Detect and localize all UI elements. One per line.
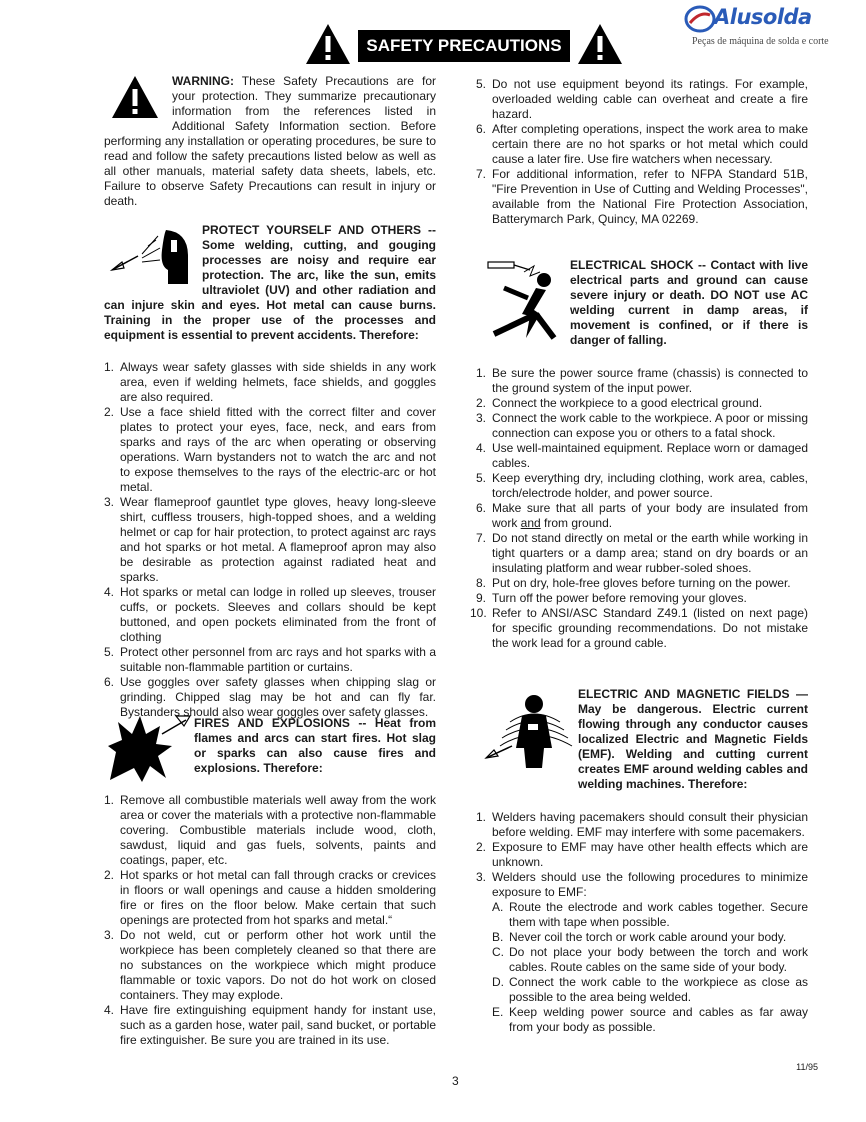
protect-section (104, 223, 436, 343)
list-item: 3. Do not weld, cut or perform other hot work until the workpiece has been completely cleaned so that there are no substances on the workpiece which might produce flammable or toxic vapors. Do not do hot work on closed containers. They may explode. (104, 928, 436, 1002)
list-item: 3. Connect the work cable to the workpiece. A poor or missing connection can expose you or others to a fatal shock. (476, 411, 808, 440)
list-item: 1. Remove all combustible materials well away from the work area or cover the materials with a protective non-flammable covering. Combustible materials include wood, cloth, sawdust, liquid and gas fuels, solvents, paints and coatings, paper, etc. (104, 793, 436, 867)
list-item: 2. Hot sparks or hot metal can fall through cracks or crevices in floors or wall openings and cause a hidden smoldering fire or fires on the floor below. Make certain that such openings are protected from hot sparks and metal.“ (104, 868, 436, 927)
logo-tagline: Peças de máquina de solda e corte (692, 36, 829, 47)
list-item: 4. Have fire extinguishing equipment handy for instant use, such as a garden hose, water pail, sand bucket, or portable fire extinguisher. Be sure you are trained in its use. (104, 1003, 436, 1047)
shock-heading: ELECTRICAL SHOCK -- Contact with live electrical parts and ground can cause severe injury or death. DO NOT use AC welding current in damp areas, if movement is confined, or if there is danger of falling. (570, 258, 808, 347)
list-item: 3. Wear flameproof gauntlet type gloves, heavy long-sleeve shirt, cuffless trousers, high-topped shoes, and a welding helmet or cap for hair protection, to protect against arc rays and hot sparks or hot metal. A flameproof apron may also be desirable as protection against radiated heat and sparks. (104, 495, 436, 584)
list-item: 4. Use well-maintained equipment. Replace worn or damaged cables. (476, 441, 808, 470)
list-item: 6. Use goggles over safety glasses when chipping slag or grinding. Chipped slag may be hot and can fly far. Bystanders should also wear goggles over safety glasses. (104, 675, 436, 719)
list-item: 2. Connect the workpiece to a good electrical ground. (476, 396, 763, 410)
warning-lead: WARNING: (172, 74, 234, 88)
list-item: 1. Be sure the power source frame (chassis) is connected to the ground system of the input power. (476, 366, 808, 395)
warning-triangle-icon (304, 22, 352, 66)
list-item: 7. Do not stand directly on metal or the earth while working in tight quarters or a damp area; stand on dry boards or an insulating platform and wear rubber-soled shoes. (476, 531, 808, 575)
list-item: 9. Turn off the power before removing your gloves. (476, 591, 747, 605)
list-item: 5. Protect other personnel from arc rays and hot sparks with a suitable non-flammable partition or curtains. (104, 645, 436, 674)
emf-heading: ELECTRIC AND MAGNETIC FIELDS — May be dangerous. Electric current flowing through any conductor causes localized Electric and Magnetic Fields (EMF). Welding and cutting current creates EMF around welding cables and welding machines. Therefore: (578, 687, 808, 791)
list-item: 6. Make sure that all parts of your body are insulated from work and from ground. (476, 501, 808, 530)
list-item: 1. Welders having pacemakers should consult their physician before welding. EMF may interfere with some pacemakers. (476, 810, 808, 839)
logo-mark-icon (684, 3, 716, 35)
list-item: 7. For additional information, refer to NFPA Standard 51B, "Fire Prevention in Use of Cutting and Welding Processes", available from the National Fire Protection Association, Batterymarch Park, Quincy, MA 02269. (476, 167, 808, 226)
shock-list (470, 366, 808, 651)
protect-heading: PROTECT YOURSELF AND OTHERS -- Some welding, cutting, and gouging processes are noisy and require ear protection. The arc, like the sun, emits ultraviolet (UV) and other radiation and can injure skin and eyes. Hot metal can cause burns. Training in the proper use of the processes and equipment is essential to prevent accidents. Therefore: (104, 223, 436, 342)
list-item: 2. Exposure to EMF may have other health effects which are unknown. (476, 840, 808, 869)
list-item: 5. Do not use equipment beyond its ratings. For example, overloaded welding cable can overheat and create a fire hazard. (476, 77, 808, 121)
list-item: 1. Always wear safety glasses with side shields in any work area, even if welding helmets, face shields, and goggles are also required. (104, 360, 436, 404)
sub-list-item: D. Connect the work cable to the workpiece as close as possible to the area being welded. (492, 975, 808, 1004)
list-item: 3. Welders should use the following procedures to minimize exposure to EMF: A. Route the electrode and work cables together. Secure them with tape when possible. B. Never coil the torch or work cable around your body. C. Do not place your body between the torch and work cables. Route cables on the same side of your body. D. Connect the work cable to the workpiece as close as possible to the area being welded. E. Keep welding power source and cables as far away from your body as possible. (476, 870, 808, 1034)
sub-list-item: C. Do not place your body between the torch and work cables. Route cables on the same side of your body. (492, 945, 808, 974)
shock-section (476, 258, 808, 348)
warning-triangle-icon (576, 22, 624, 66)
logo-name: Alusolda (714, 5, 812, 29)
fires-list-continued (476, 77, 808, 227)
sub-list-item: A. Route the electrode and work cables together. Secure them with tape when possible. (492, 900, 808, 929)
list-item: 5. Keep everything dry, including clothing, work area, cables, torch/electrode holder, and power source. (476, 471, 808, 500)
fires-list (104, 793, 436, 1048)
page-title: SAFETY PRECAUTIONS (358, 30, 570, 62)
sub-list-item: B. Never coil the torch or work cable around your body. (492, 930, 787, 944)
brand-logo (684, 3, 829, 51)
list-item: 8. Put on dry, hole-free gloves before turning on the power. (476, 576, 791, 590)
warning-body: These Safety Precautions are for your protection. They summarize precautionary information from the references listed in Additional Safety Information section. Before performing any installation or operating procedures, be sure to read and follow the safety precautions listed below as well as all other manuals, material safety data sheets, labels, etc. Failure to observe Safety Precautions can result in injury or death. (104, 74, 436, 208)
revision-code: 11/95 (796, 1062, 818, 1072)
list-item: 6. After completing operations, inspect the work area to make certain there are no hot sparks or hot metal which could cause a later fire. Use fire watchers when necessary. (476, 122, 808, 166)
emf-list (476, 810, 808, 1035)
emf-section (476, 687, 808, 792)
list-item: 2. Use a face shield fitted with the correct filter and cover plates to protect your eyes, face, neck, and ears from sparks and rays of the arc when operating or observing operations. Warn bystanders not to watch the arc and not to expose themselves to the rays of the electric-arc or hot metal. (104, 405, 436, 494)
emphasis-and: and (520, 516, 541, 530)
page-number: 3 (452, 1074, 459, 1088)
fires-heading: FIRES AND EXPLOSIONS -- Heat from flames and arcs can start fires. Hot slag or sparks can also cause fires and explosions. Therefore: (194, 716, 436, 775)
protect-list (104, 360, 436, 720)
list-item: 10. Refer to ANSI/ASC Standard Z49.1 (listed on next page) for specific grounding recommendations. Do not mistake the work lead for a ground cable. (470, 606, 808, 650)
warning-section (104, 74, 436, 209)
list-item: 4. Hot sparks or metal can lodge in rolled up sleeves, trouser cuffs, or pockets. Sleeves and collars should be kept buttoned, and open pockets eliminated from the front of clothing (104, 585, 436, 644)
sub-list-item: E. Keep welding power source and cables as far away from your body as possible. (492, 1005, 808, 1034)
fires-section (104, 716, 436, 776)
